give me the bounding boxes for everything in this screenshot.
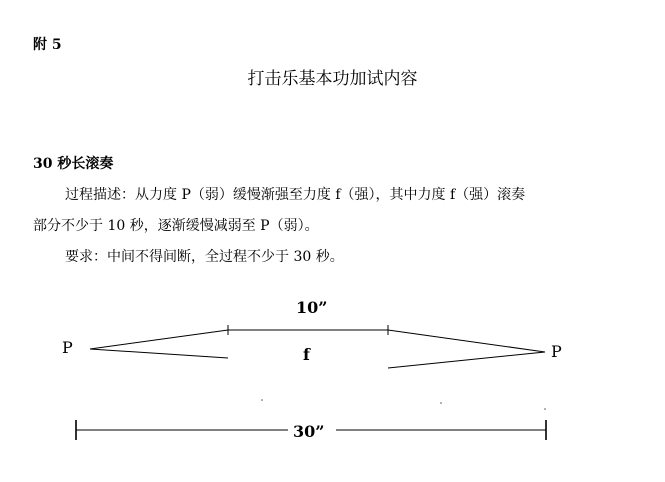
total-duration-label: 30”: [293, 422, 325, 441]
paragraph-process-continued: 部分不少于 10 秒，逐渐缓慢减弱至 P（弱）。: [33, 218, 319, 234]
crescendo-upper-line: [90, 330, 228, 349]
page-title: 打击乐基本功加试内容: [247, 69, 418, 89]
diminuendo-upper-line: [388, 330, 545, 352]
section-heading: 30 秒长滚奏: [33, 156, 114, 172]
appendix-label: 附 5: [33, 37, 62, 53]
diminuendo-lower-line: [388, 352, 545, 368]
paragraph-requirement: 要求：中间不得间断，全过程不少于 30 秒。: [65, 249, 344, 265]
sustain-dynamic-label: f: [303, 345, 310, 364]
sustain-duration-label: 10”: [296, 298, 328, 317]
crescendo-lower-line: [90, 349, 228, 358]
stray-dot: [440, 402, 442, 404]
stray-dot: [544, 408, 546, 410]
stray-dot: [261, 399, 263, 401]
dynamic-start-label: P: [62, 338, 73, 357]
dynamic-end-label: P: [551, 342, 562, 361]
paragraph-process-description: 过程描述：从力度 P（弱）缓慢渐强至力度 f（强），其中力度 f（强）滚奏: [65, 187, 526, 203]
